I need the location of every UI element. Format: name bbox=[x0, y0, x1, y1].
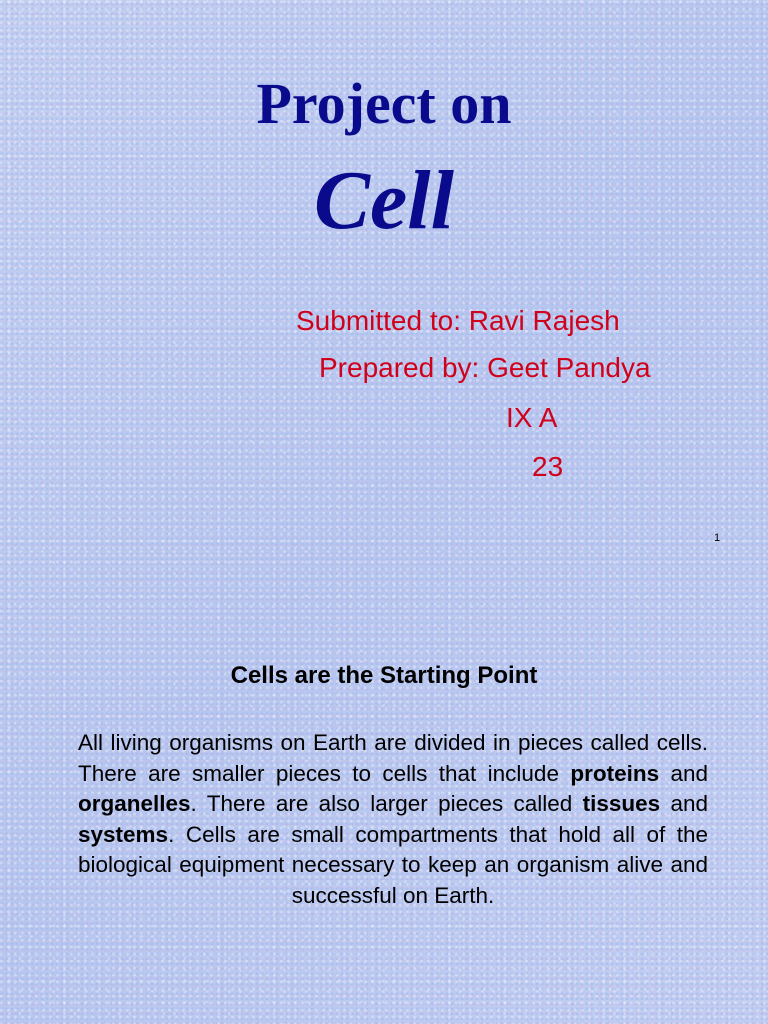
paragraph-text: and bbox=[660, 791, 709, 817]
prepared-by: Prepared by: Geet Pandya bbox=[319, 352, 651, 383]
submitted-to: Submitted to: Ravi Rajesh bbox=[296, 305, 620, 336]
title-project-on: Project on bbox=[256, 71, 512, 136]
class-label: IX A bbox=[506, 402, 558, 433]
paragraph-text: and bbox=[659, 760, 708, 786]
term-organelles: organelles bbox=[78, 791, 191, 817]
term-tissues: tissues bbox=[582, 791, 661, 817]
term-systems: systems bbox=[78, 821, 169, 847]
roll-number: 23 bbox=[532, 451, 564, 482]
title-cell: Cell bbox=[314, 154, 454, 247]
page-number: 1 bbox=[714, 532, 721, 544]
term-proteins: proteins bbox=[570, 760, 660, 786]
paragraph-text: All living organisms on Earth are divided in pieces called cells. There are smaller pieces to cells that include bbox=[78, 730, 708, 786]
paragraph-text: . Cells are small compartments that hold all of the biological equipment necessary to keep an organism alive and successful on Earth. bbox=[78, 821, 708, 908]
content-slide bbox=[0, 620, 768, 1024]
slide-heading: Cells are the Starting Point bbox=[230, 662, 538, 689]
paragraph-text: . There are also larger pieces called bbox=[190, 791, 583, 817]
body-paragraph bbox=[78, 728, 708, 912]
